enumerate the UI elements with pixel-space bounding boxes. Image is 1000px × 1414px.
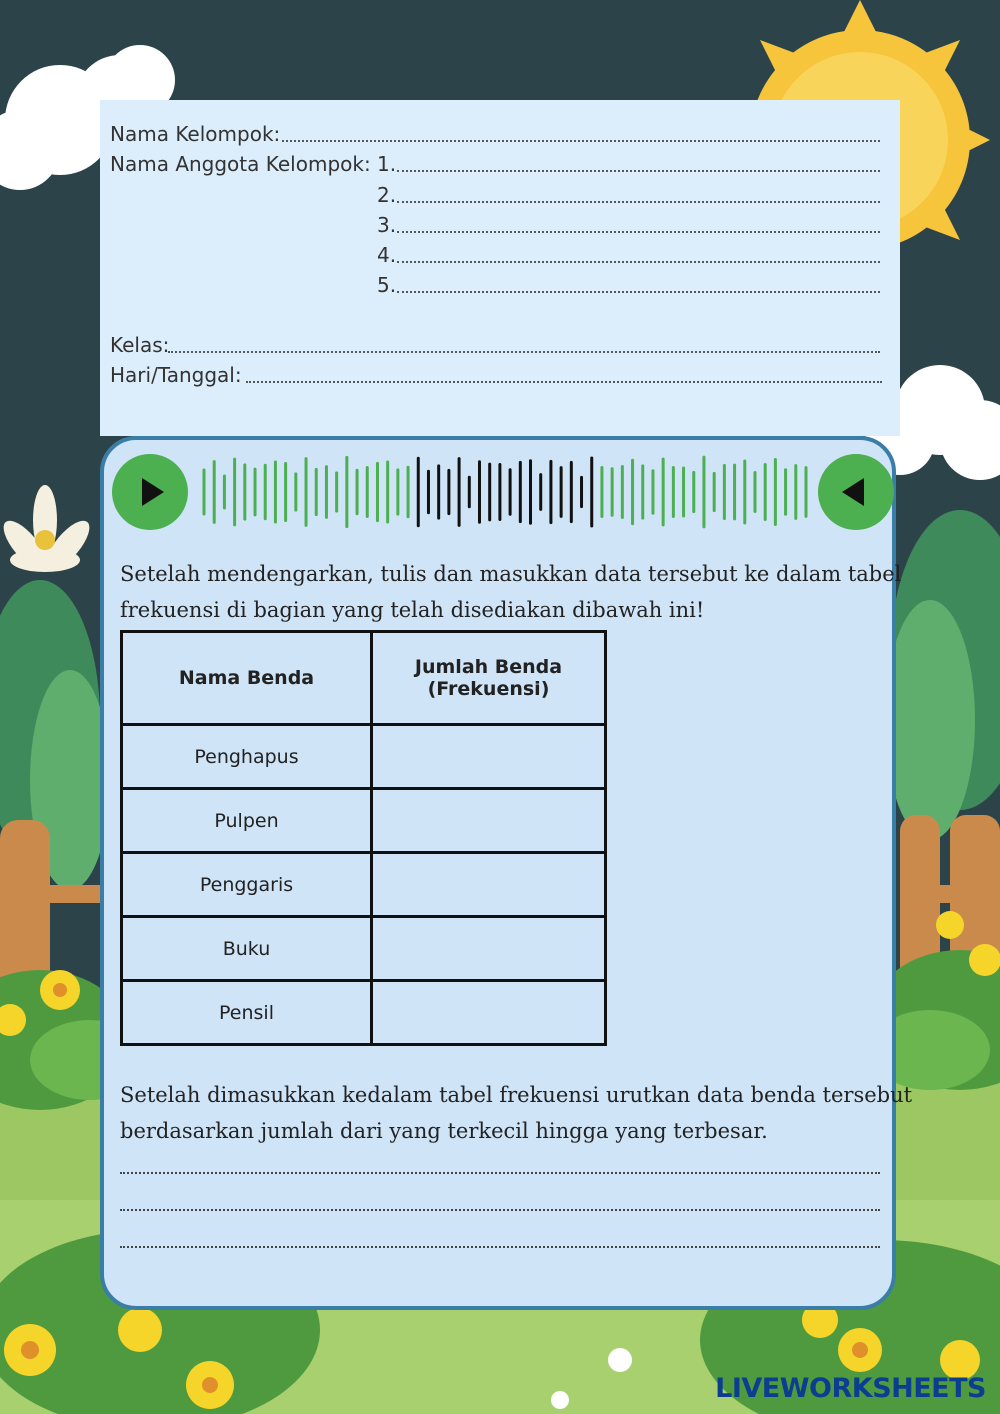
table-row: [122, 789, 606, 853]
member-field-1[interactable]: [397, 170, 880, 172]
member-field-5[interactable]: [397, 291, 880, 293]
member-field-4[interactable]: [397, 261, 880, 263]
frequency-input-cell[interactable]: [372, 853, 606, 917]
column-header-line: (Frekuensi): [427, 678, 550, 700]
column-header-frequency: [372, 632, 606, 725]
date-field[interactable]: [246, 381, 882, 383]
member-number: 5.: [377, 273, 397, 297]
frequency-input-cell[interactable]: [372, 981, 606, 1045]
member-number: 4.: [377, 243, 397, 267]
play-icon: [112, 454, 188, 530]
audio-waveform[interactable]: [200, 455, 810, 529]
instruction-line: Setelah dimasukkan kedalam tabel frekuensi urutkan data benda tersebut: [120, 1083, 913, 1107]
instruction-text-2: [120, 1077, 912, 1149]
member-field-3[interactable]: [397, 231, 880, 233]
instruction-line: berdasarkan jumlah dari yang terkecil hingga yang terbesar.: [120, 1119, 768, 1143]
liveworksheets-logo: LIVEWORKSHEETS: [715, 1373, 986, 1404]
column-header-item: Nama Benda: [122, 632, 372, 725]
class-label: Kelas:: [110, 333, 170, 357]
frequency-input-cell[interactable]: [372, 917, 606, 981]
answer-line-2[interactable]: [120, 1209, 880, 1211]
item-cell: Penghapus: [122, 725, 372, 789]
table-header-row: [122, 632, 606, 725]
instruction-line: Setelah mendengarkan, tulis dan masukkan data tersebut ke dalam tabel: [120, 562, 902, 586]
table-row: [122, 725, 606, 789]
rewind-icon: [818, 454, 894, 530]
item-cell: Penggaris: [122, 853, 372, 917]
member-number: 3.: [377, 213, 397, 237]
rewind-button[interactable]: [818, 454, 894, 530]
group-name-label: Nama Kelompok:: [110, 122, 281, 146]
member-number: 1.: [377, 152, 397, 176]
frequency-table: [120, 630, 607, 1046]
frequency-input-cell[interactable]: [372, 725, 606, 789]
answer-line-1[interactable]: [120, 1172, 880, 1174]
item-cell: Buku: [122, 917, 372, 981]
table-row: [122, 917, 606, 981]
column-header-line: Jumlah Benda: [414, 656, 563, 678]
date-label: Hari/Tanggal:: [110, 363, 242, 387]
answer-line-3[interactable]: [120, 1246, 880, 1248]
play-button[interactable]: [112, 454, 188, 530]
table-row: [122, 981, 606, 1045]
item-cell: Pensil: [122, 981, 372, 1045]
frequency-input-cell[interactable]: [372, 789, 606, 853]
item-cell: Pulpen: [122, 789, 372, 853]
table-row: [122, 853, 606, 917]
member-number: 2.: [377, 183, 397, 207]
group-name-field[interactable]: [282, 140, 880, 142]
class-field[interactable]: [168, 351, 880, 353]
members-label: Nama Anggota Kelompok:: [110, 152, 371, 176]
instruction-text-1: [120, 556, 901, 628]
member-field-2[interactable]: [397, 201, 880, 203]
instruction-line: frekuensi di bagian yang telah disediakan dibawah ini!: [120, 598, 705, 622]
